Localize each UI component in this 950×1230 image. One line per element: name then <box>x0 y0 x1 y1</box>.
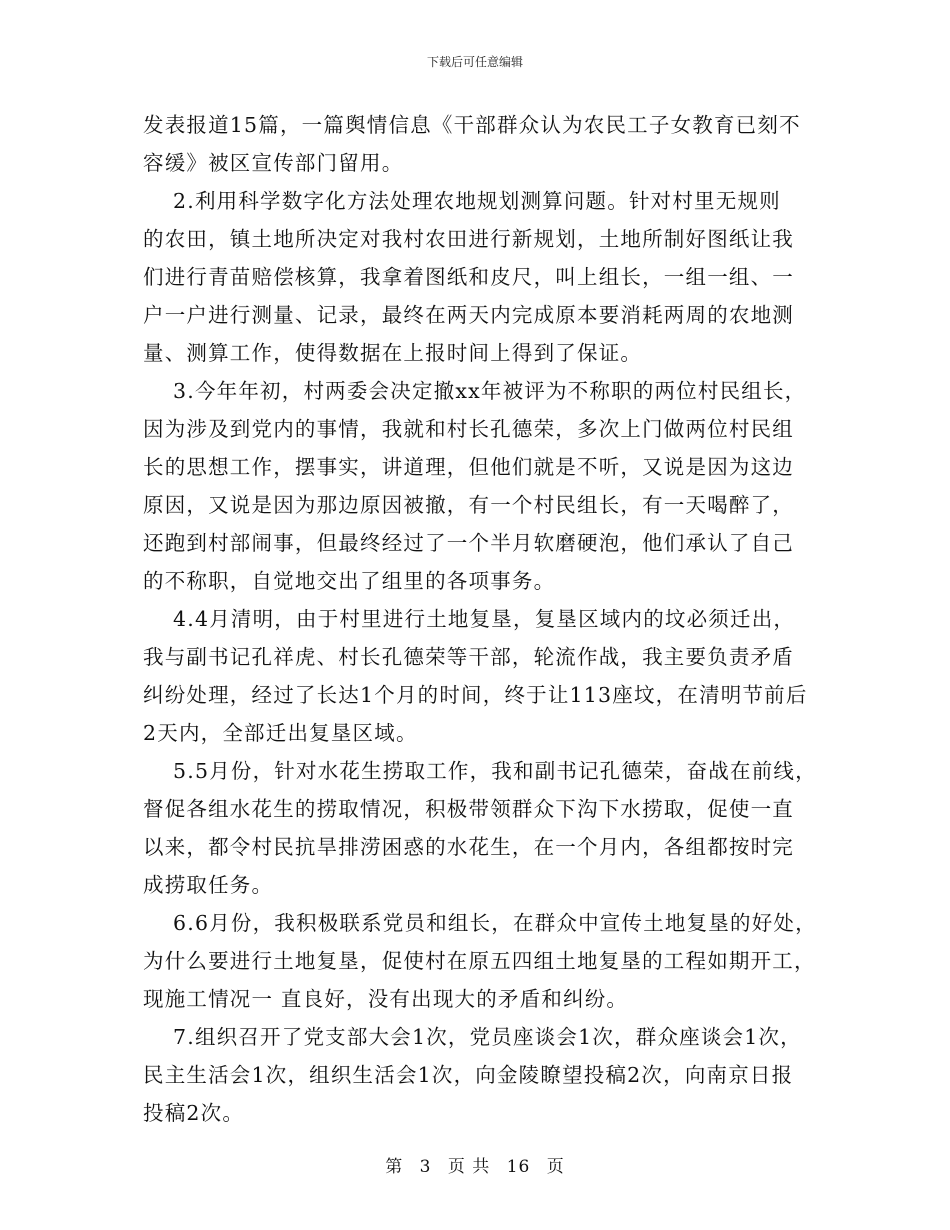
footer-prefix: 第 <box>385 1157 404 1177</box>
document-body <box>143 106 833 1132</box>
body-line: 长的思想工作，摆事实，讲道理，但他们就是不听，又说是因为这边 <box>143 455 794 479</box>
body-line: 因为涉及到党内的事情，我就和村长孔德荣，多次上门做两位村民组 <box>143 417 794 441</box>
paragraph-4-line: 4.4月清明，由于村里进行土地复垦，复垦区域内的坟必须迁出， <box>173 607 796 631</box>
body-line: 纠纷处理，经过了长达1个月的时间，终于让113座坟，在清明节前后 <box>143 683 808 707</box>
footer-middle: 页 共 <box>447 1157 491 1177</box>
body-line: 容缓》被区宣传部门留用。 <box>143 151 404 175</box>
body-line: 我与副书记孔祥虎、村长孔德荣等干部，轮流作战，我主要负责矛盾 <box>143 645 794 669</box>
body-line: 现施工情况一 直良好，没有出现大的矛盾和纠纷。 <box>143 987 629 1011</box>
body-line: 原因，又说是因为那边原因被撤，有一个村民组长，有一天喝醉了， <box>143 493 794 517</box>
body-line: 为什么要进行土地复垦，促使村在原五四组土地复垦的工程如期开工， <box>143 949 816 973</box>
body-line: 投稿2次。 <box>143 1101 245 1125</box>
body-line: 以来，都令村民抗旱排涝困惑的水花生，在一个月内，各组都按时完 <box>143 835 794 859</box>
page-footer <box>0 1152 950 1177</box>
footer-suffix: 页 <box>546 1157 565 1177</box>
body-line: 量、测算工作，使得数据在上报时间上得到了保证。 <box>143 341 643 365</box>
paragraph-3-line: 3.今年年初，村两委会决定撤xx年被评为不称职的两位村民组长， <box>173 379 807 403</box>
body-line: 们进行青苗赔偿核算，我拿着图纸和皮尺，叫上组长，一组一组、一 <box>143 265 794 289</box>
body-line: 2天内，全部迁出复垦区域。 <box>143 721 418 745</box>
body-line: 户一户进行测量、记录，最终在两天内完成原本要消耗两周的农地测 <box>143 303 794 327</box>
paragraph-6-line: 6.6月份，我积极联系党员和组长，在群众中宣传土地复垦的好处， <box>173 911 817 935</box>
body-line: 民主生活会1次，组织生活会1次，向金陵瞭望投稿2次，向南京日报 <box>143 1063 794 1087</box>
paragraph-2-line: 2.利用科学数字化方法处理农地规划测算问题。针对村里无规则 <box>173 189 781 213</box>
total-pages-number: 16 <box>506 1157 531 1177</box>
current-page-number: 3 <box>419 1157 432 1177</box>
page-header: 下载后可任意编辑 <box>426 55 523 69</box>
body-line: 成捞取任务。 <box>143 873 274 897</box>
body-line: 督促各组水花生的捞取情况，积极带领群众下沟下水捞取，促使一直 <box>143 797 794 821</box>
body-line: 的不称职，自觉地交出了组里的各项事务。 <box>143 569 556 593</box>
paragraph-7-line: 7.组织召开了党支部大会1次，党员座谈会1次，群众座谈会1次， <box>173 1025 802 1049</box>
paragraph-5-line: 5.5月份，针对水花生捞取工作，我和副书记孔德荣，奋战在前线， <box>173 759 817 783</box>
body-line: 的农田，镇土地所决定对我村农田进行新规划，土地所制好图纸让我 <box>143 227 794 251</box>
body-line: 发表报道15篇，一篇舆情信息《干部群众认为农民工子女教育已刻不 <box>143 113 801 137</box>
body-line: 还跑到村部闹事，但最终经过了一个半月软磨硬泡，他们承认了自己 <box>143 531 794 555</box>
